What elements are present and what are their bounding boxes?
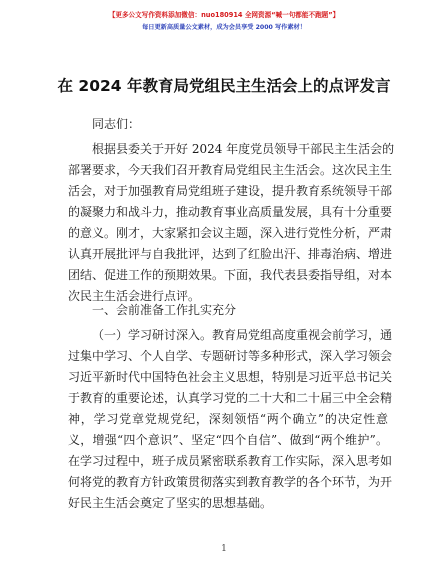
paragraph-line: 于教育的重要论述，认真学习党的二十大和二十届三中全会精 <box>68 391 393 405</box>
paragraph-line: 习近平新时代中国特色社会主义思想，特别是习近平总书记关 <box>68 370 393 384</box>
paragraph-line: 义，增强“四个意识”、坚定“四个自信”、做到“两个维护”。 <box>68 433 388 447</box>
greeting-text: 同志们： <box>92 117 141 131</box>
paragraph-line: 好民主生活会奠定了坚实的思想基础。 <box>68 496 273 510</box>
paragraph-line: 的意义。刚才，大家紧扣会议主题，深入进行党性分析，严肃 <box>68 226 393 240</box>
paragraph-line: 在学习过程中，班子成员紧密联系教育工作实际，深入思考如 <box>68 454 393 468</box>
document-title: 在 2024 年教育局党组民主生活会上的点评发言 <box>57 77 391 95</box>
promo-banner-line-2: 每日更新高质量公文素材，成为会员享受 2000 写作素材！ <box>142 24 306 31</box>
paragraph-line: 神，学习党章党规党纪，深刻领悟“两个确立”的决定性意 <box>68 412 388 426</box>
paragraph-line: 认真开展批评与自我批评，达到了红脸出汗、排毒治病、增进 <box>68 247 393 261</box>
paragraph-2 <box>68 325 393 514</box>
paragraph-1 <box>68 139 395 307</box>
paragraph-line: 根据县委关于开好 2024 年度党员领导干部民主生活会的 <box>92 142 395 156</box>
greeting <box>68 114 388 135</box>
section-heading <box>68 300 388 321</box>
promo-banner-line-1: 【更多公文写作资料添加微信：nuo180914 全网资源“喊一句都能不跑题”】 <box>108 11 340 19</box>
paragraph-line: 部署要求，今天我们召开教育局党组民主生活会。这次民主生 <box>68 163 393 177</box>
paragraph-line: 的凝聚力和战斗力，推动教育事业高质量发展，具有十分重要 <box>68 205 393 219</box>
paragraph-line: 次民主生活会进行点评。 <box>68 289 201 303</box>
paragraph-line: 团结、促进工作的预期效果。下面，我代表县委指导组，对本 <box>68 268 393 282</box>
paragraph-line: 过集中学习、个人自学、专题研讨等多种形式，深入学习领会 <box>68 349 393 363</box>
paragraph-line: 何将党的教育方针政策贯彻落实到教育教学的各个环节，为开 <box>68 475 393 489</box>
section-heading-text: 一、会前准备工作扎实充分 <box>92 303 237 317</box>
paragraph-line: 活会，对于加强教育局党组班子建设，提升教育系统领导干部 <box>68 184 393 198</box>
paragraph-line: （一）学习研讨深入。教育局党组高度重视会前学习，通 <box>92 328 393 342</box>
page-number: 1 <box>221 544 227 554</box>
